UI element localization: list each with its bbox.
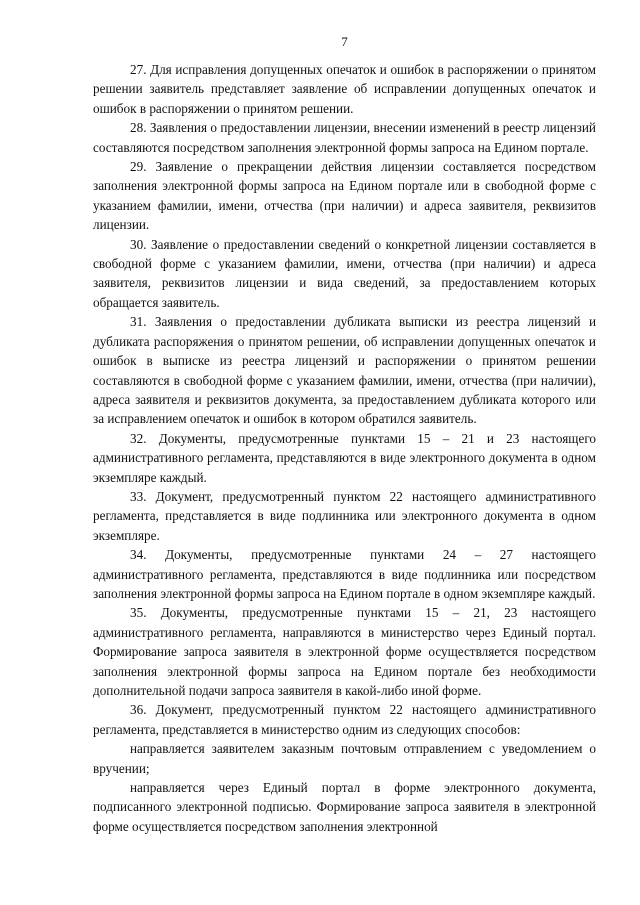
page-number: 7 [341,34,348,49]
paragraph-35: 35. Документы, предусмотренные пунктами 15 – 21, 23 настоящего административного регламента, направляются в министерство через Единый портал. Формирование запроса заявителя в электронной форме осуществляется посредством заполнения электронной формы запроса на Едином портале без необходимости дополнительной подачи запроса заявителя в какой-либо иной форме. [93,605,596,698]
paragraph-32: 32. Документы, предусмотренные пунктами 15 – 21 и 23 настоящего административного регламента, представляются в виде электронного документа в одном экземпляре каждый. [93,430,596,485]
list-item-portal: направляется через Единый портал в форме электронного документа, подписанного электронной подписью. Формирование запроса заявителя в электронной форме осуществляется посредством заполнения электронной [93,780,596,834]
paragraph-29: 29. Заявление о прекращении действия лицензии составляется посредством заполнения электронной формы запроса на Едином портале или в свободной форме с указанием фамилии, имени, отчества (при наличии) и адреса заявителя, реквизитов лицензии. [93,159,596,233]
list-item-postal: направляется заявителем заказным почтовым отправлением с уведомлением о вручении; [93,741,596,776]
paragraph-31: 31. Заявления о предоставлении дубликата выписки из реестра лицензий и дубликата распоряжения о принятом решении, об исправлении допущенных опечаток и ошибок в выписке из реестра лицензий и распоряжении о принятом решении составляются в свободной форме с указанием фамилии, имени, отчества (при наличии), адреса заявителя и реквизитов документа, за предоставлением дубликата которого или за исправлением опечаток и ошибок в котором обратился заявитель. [93,314,596,427]
paragraph-30: 30. Заявление о предоставлении сведений о конкретной лицензии составляется в свободной форме с указанием фамилии, имени, отчества (при наличии) и адреса заявителя, реквизитов лицензии и вида сведений, за предоставлением которых обращается заявитель. [93,236,596,310]
paragraph-33: 33. Документ, предусмотренный пунктом 22 настоящего административного регламента, представляется в виде подлинника или электронного документа в одном экземпляре. [93,488,596,543]
paragraph-34: 34. Документы, предусмотренные пунктами 24 – 27 настоящего административного регламента, представляются в виде подлинника или посредством заполнения электронной формы запроса на Едином портале в одном экземпляре каждый. [93,547,596,601]
paragraph-27: 27. Для исправления допущенных опечаток и ошибок в распоряжении о принятом решении заявитель представляет заявление об исправлении допущенных опечаток и ошибок в распоряжении о принятом решении. [93,62,596,116]
paragraph-28: 28. Заявления о предоставлении лицензии, внесении изменений в реестр лицензий составляются посредством заполнения электронной формы запроса на Едином портале. [93,120,596,155]
paragraph-36: 36. Документ, предусмотренный пунктом 22 настоящего административного регламента, представляется в министерство одним из следующих способов: [93,702,596,737]
